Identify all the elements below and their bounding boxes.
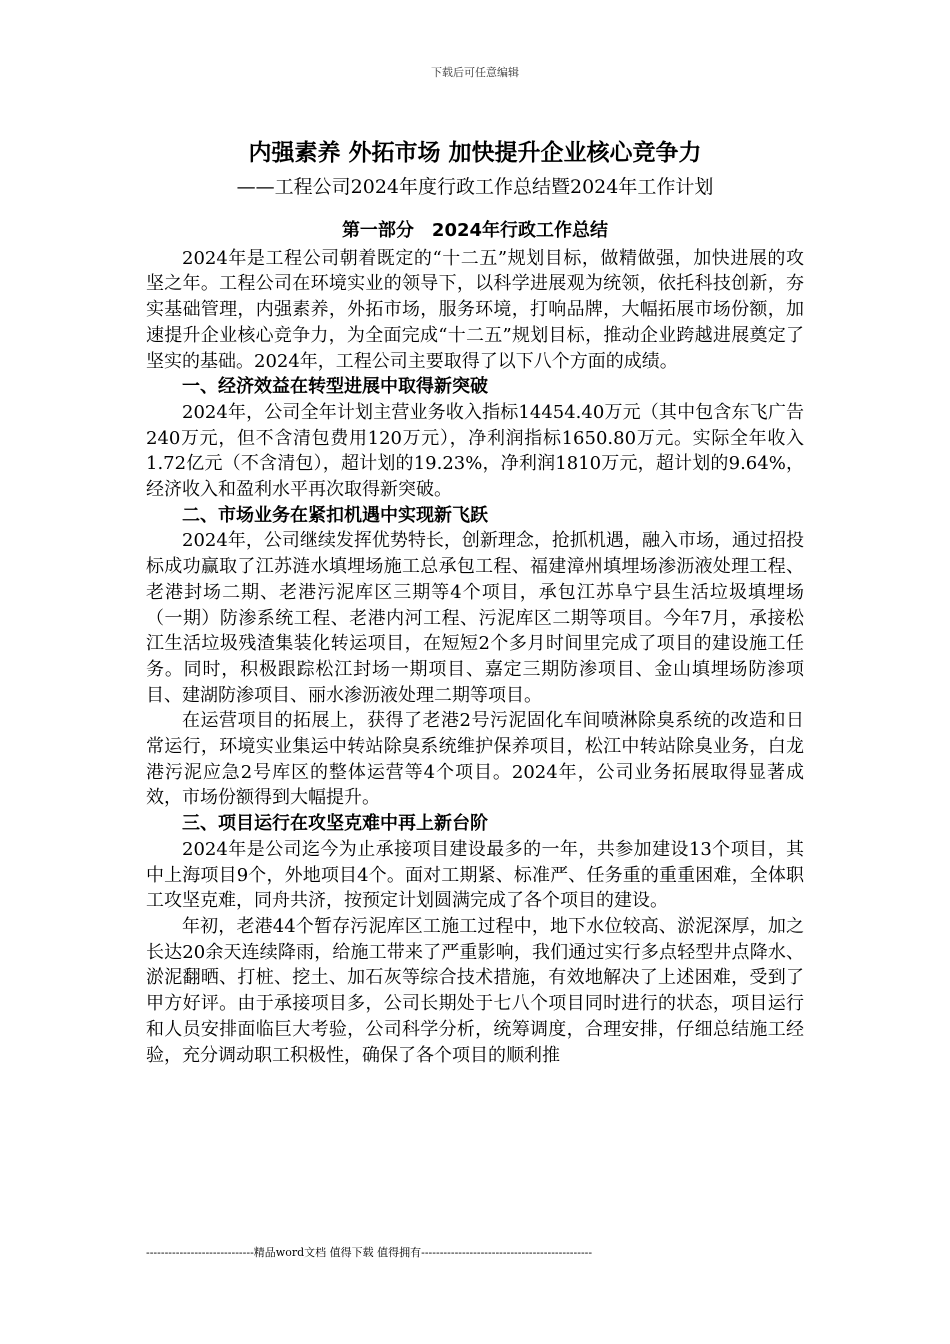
section-3-paragraph-2: 年初，老港44个暂存污泥库区工施工过程中，地下水位较高、淤泥深厚，加之长达20余天连续降雨，给施工带来了严重影响，我们通过实行多点轻型井点降水、淤泥翻晒、打桩、挖土、加石灰等综合技术措施，有效地解决了上述困难，受到了甲方好评。由于承接项目多，公司长期处于七八个项目同时进行的状态，项目运行和人员安排面临巨大考验，公司科学分析，统筹调度，合理安排，仔细总结施工经验，充分调动职工积极性，确保了各个项目的顺利推	[146, 915, 804, 1066]
part-title: 第一部分 2024年行政工作总结	[341, 220, 609, 241]
section-heading-3: 三、项目运行在攻坚克难中再上新台阶	[182, 813, 488, 835]
footer-note: -----------------------------精品word文档 值得下载 值得拥有----------------------------------------------	[146, 1246, 593, 1259]
document-title: 内强素养 外拓市场 加快提升企业核心竞争力	[248, 140, 702, 166]
document-subtitle: ——工程公司2024年度行政工作总结暨2024年工作计划	[236, 176, 714, 198]
section-2-paragraph-1: 2024年，公司继续发挥优势特长，创新理念，抢抓机遇，融入市场，通过招投标成功赢取了江苏涟水填埋场施工总承包工程、福建漳州填埋场渗沥液处理工程、老港封场二期、老港污泥库区三期等4个项目，承包江苏阜宁县生活垃圾填埋场（一期）防渗系统工程、老港内河工程、污泥库区二期等项目。今年7月，承接松江生活垃圾残渣集装化转运项目，在短短2个多月时间里完成了项目的建设施工任务。同时，积极跟踪松江封场一期项目、嘉定三期防渗项目、金山填埋场防渗项目、建湖防渗项目、丽水渗沥液处理二期等项目。	[146, 530, 804, 706]
document-body	[146, 218, 804, 1068]
section-1-paragraph-1: 2024年，公司全年计划主营业务收入指标14454.40万元（其中包含东飞广告240万元，但不含清包费用120万元），净利润指标1650.80万元。实际全年收入1.72亿元（不含清包），超计划的19.23%，净利润1810万元，超计划的9.64%，经济收入和盈利水平再次取得新突破。	[146, 401, 804, 501]
intro-paragraph: 2024年是工程公司朝着既定的“十二五”规划目标，做精做强，加快进展的攻坚之年。工程公司在环境实业的领导下，以科学进展观为统领，依托科技创新，夯实基础管理，内强素养，外拓市场，服务环境，打响品牌，大幅拓展市场份额，加速提升企业核心竞争力，为全面完成“十二五”规划目标，推动企业跨越进展奠定了坚实的基础。2024年，工程公司主要取得了以下八个方面的成绩。	[146, 247, 804, 372]
section-heading-2: 二、市场业务在紧扣机遇中实现新飞跃	[182, 504, 488, 526]
section-3-paragraph-1: 2024年是公司迄今为止承接项目建设最多的一年，共参加建设13个项目，其中上海项目9个，外地项目4个。面对工期紧、标准严、任务重的重重困难，全体职工攻坚克难，同舟共济，按预定计划圆满完成了各个项目的建设。	[146, 838, 804, 912]
section-2-paragraph-2: 在运营项目的拓展上，获得了老港2号污泥固化车间喷淋除臭系统的改造和日常运行，环境实业集运中转站除臭系统维护保养项目，松江中转站除臭业务，白龙港污泥应急2号库区的整体运营等4个项目。2024年，公司业务拓展取得显著成效，市场份额得到大幅提升。	[146, 710, 804, 809]
section-heading-1: 一、经济效益在转型进展中取得新突破	[182, 376, 488, 398]
header-note: 下载后可任意编辑	[431, 66, 519, 79]
